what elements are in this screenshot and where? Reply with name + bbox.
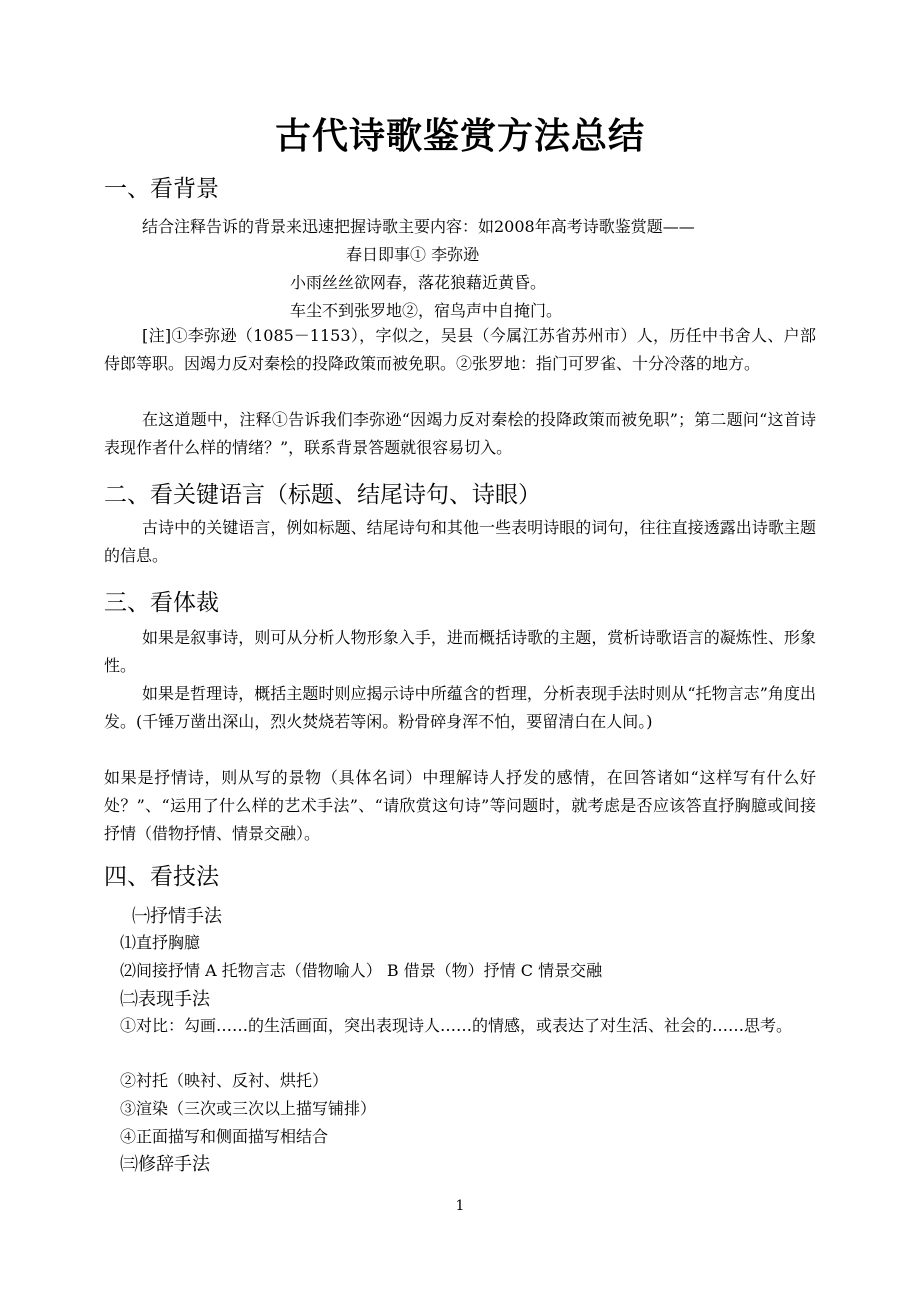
s4-sub-2: ㈡表现手法: [120, 989, 210, 1010]
poem-line-2: 车尘不到张罗地②，宿鸟声中自掩门。: [290, 301, 563, 320]
page-number: 1: [455, 1198, 465, 1214]
s1-note: [注]①李弥逊（1085－1153），字似之，吴县（今属江苏省苏州市）人，历任中书舍人、户部侍郎等职。因竭力反对秦桧的投降政策而被免职。②张罗地：指门可罗雀、十分冷落的地方。: [104, 326, 816, 373]
section-4-heading: 四、看技法: [104, 864, 219, 890]
s3-para-1: 如果是叙事诗，则可从分析人物形象入手，进而概括诗歌的主题，赏析诗歌语言的凝炼性、形象性。: [104, 628, 816, 675]
section-2-heading: 二、看关键语言（标题、结尾诗句、诗眼）: [104, 482, 541, 508]
s4-item-1: ⑴直抒胸臆: [120, 933, 201, 952]
s2-text: 古诗中的关键语言，例如标题、结尾诗句和其他一些表明诗眼的词句，往往直接透露出诗歌主题的信息。: [104, 518, 816, 565]
s4-sub-3: ㈢修辞手法: [120, 1154, 210, 1175]
s1-analysis: 在这道题中，注释①告诉我们李弥逊“因竭力反对秦桧的投降政策而被免职”；第二题问“这首诗表现作者什么样的情绪？”，联系背景答题就很容易切入。: [104, 410, 816, 457]
s4-bullet-3: ③渲染（三次或三次以上描写铺排）: [120, 1099, 377, 1118]
s4-bullet-4: ④正面描写和侧面描写相结合: [120, 1127, 329, 1146]
s4-bullet-2: ②衬托（映衬、反衬、烘托）: [120, 1071, 329, 1090]
s3-para-2: 如果是哲理诗，概括主题时则应揭示诗中所蕴含的哲理，分析表现手法时则从“托物言志”角度出发。(千锤万凿出深山，烈火焚烧若等闲。粉骨碎身浑不怕，要留清白在人间。): [104, 684, 816, 731]
s1-intro: 结合注释告诉的背景来迅速把握诗歌主要内容：如2008年高考诗歌鉴赏题——: [142, 217, 695, 236]
s4-bullet-1: ①对比：勾画……的生活画面，突出表现诗人……的情感，或表达了对生活、社会的……思考。: [120, 1016, 793, 1035]
poem-line-1: 小雨丝丝欲网春，落花狼藉近黄昏。: [290, 273, 547, 292]
section-3-heading: 三、看体裁: [104, 590, 219, 616]
s4-sub-1: ㈠抒情手法: [132, 906, 222, 927]
section-1-heading: 一、看背景: [104, 176, 219, 202]
s4-item-2: ⑵间接抒情 A 托物言志（借物喻人） B 借景（物）抒情 C 情景交融: [120, 961, 603, 980]
s3-para-3: 如果是抒情诗，则从写的景物（具体名词）中理解诗人抒发的感情，在回答诸如“这样写有什么好处？”、“运用了什么样的艺术手法”、“请欣赏这句诗”等问题时，就考虑是否应该答直抒胸臆或间接抒情（借物抒情、情景交融）。: [104, 768, 816, 843]
poem-title: 春日即事① 李弥逊: [346, 245, 480, 264]
page-title: 古代诗歌鉴赏方法总结: [274, 115, 645, 157]
